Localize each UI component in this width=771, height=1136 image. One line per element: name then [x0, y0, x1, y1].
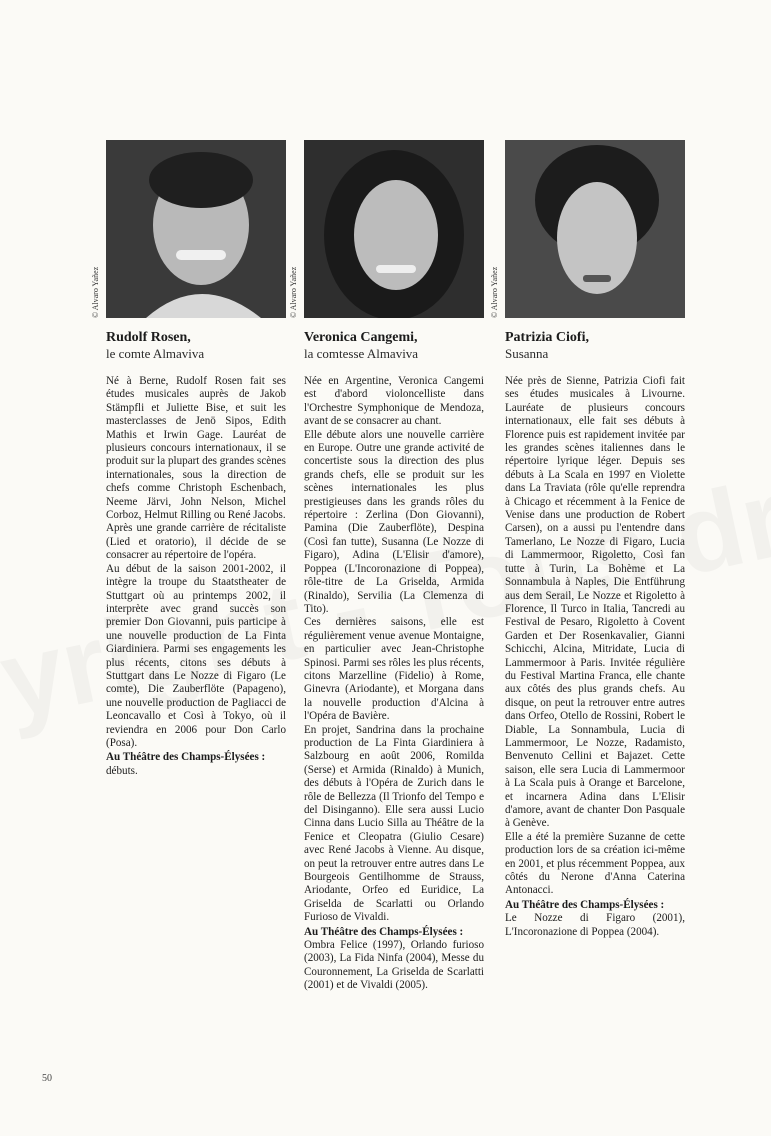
bio-paragraph: En projet, Sandrina dans la prochaine production de La Finta Giardiniera à Salzbourg en août 2006, Romilda (Serse) et Armida (Rinaldo) à Munich, des débuts à l'Opéra de Zurich dans le rôle de Bellezza (Il Trionfo del Tempo e del Disinganno). Elle sera aussi Lucio Cinna dans Lucio Silla au Théâtre de la Fenice et Cleopatra (Giulio Cesare) avec René Jacobs à Vienne. Au disque, on peut la retrouver entre autres dans Le Bourgeois Gentilhomme de Strauss, Ariodante, Orfeo ed Euridice, La Griselda de Scarlatti ou Orlando Furioso de Vivaldi.: [304, 723, 484, 924]
theatre-heading: Au Théâtre des Champs-Élysées :: [106, 751, 266, 764]
artist-role: le comte Almaviva: [106, 346, 205, 361]
portrait-photo-ciofi: [505, 140, 685, 318]
artist-role: la comtesse Almaviva: [304, 346, 419, 361]
bio-paragraph: Après une grande carrière de récitaliste (Lied et oratorio), il décide de se consacrer au répertoire de l'opéra.: [106, 522, 286, 562]
photo-credit: © Alvaro Yañez: [91, 266, 100, 318]
portrait-photo-rosen: [106, 140, 286, 318]
theatre-performances: Ombra Felice (1997), Orlando furioso (2003), La Fida Ninfa (2004), Messe du Couronnement, La Griselda de Scarlatti (2001) et de Vivaldi (2005).: [304, 939, 484, 992]
theatre-performances: Le Nozze di Figaro (2001), L'Incoronazione di Poppea (2004).: [505, 912, 685, 938]
artist-role: Susanna: [505, 346, 549, 361]
bio-paragraph: Née près de Sienne, Patrizia Ciofi fait ses études musicales à Livourne. Lauréate de plusieurs concours internationaux, elle fait ses débuts à Florence puis est rapidement invitée par les grandes scènes italiennes dans le répertoire lyrique léger. Depuis ses débuts à La Scala en 1997 en Violette dans La Traviata (rôle qu'elle reprendra à Chicago et récemment à la Fenice de Venise dans une production de Robert Carsen), on a aussi pu l'entendre dans Tamerlano, Le Nozze di Figaro, Lucia di Lammermoor, Rigoletto, Così fan tutte à Turin, La Bohème et La Sonnambula à Naples, Die Entführung aus dem Serail, Le Nozze et Rigoletto à Florence, Il Turco in Italia, Tancredi au Festival de Pesaro, Rigoletto à Covent Garden et Der Rosenkavalier, Gianni Schicchi, Alcina, Mitridate, Lucia di Lammermoor à Paris. Invitée régulière du Festival Martina Franca, elle chante aux côtés des plus grands chefs. Au disque, on peut la retrouver entre autres dans Orfeo, Otello de Rossini, Robert le Diable, La Sonnambula, Lucia di Lammermoor, Le Nozze, Radamisto, Benvenuto Cellini et Bajazet. Cette saison, elle sera Lucia di Lammermoor à La Scala puis à Orange et Barcelone, et incarnera Adina dans L'Elisir d'amore, avant de chanter Don Pasquale à Genève.: [505, 375, 685, 830]
artist-column-rosen: [91, 140, 286, 778]
artist-name: Rudolf Rosen,: [106, 330, 191, 345]
bio-paragraph: Au début de la saison 2001-2002, il intègre la troupe du Staatstheater de Stuttgart où au printemps 2002, il interprète avec grand succès son premier Don Giovanni, puis participe à une nouvelle production de La Finta Giardiniera. Parmi ses engagements les plus récents, citons ses débuts à Stuttgart dans Le Nozze di Figaro (Le comte), Die Zauberflöte (Papageno), une nouvelle production de Pagliacci de Leoncavallo et Così à Tokyo, où il reviendra en 2006 pour Don Carlo (Posa).: [106, 562, 286, 749]
artist-bio: [505, 375, 685, 898]
theatre-performances: débuts.: [106, 764, 138, 777]
bio-paragraph: Elle débute alors une nouvelle carrière en Europe. Outre une grande activité de concertiste sous la direction des plus grands chefs, elle se produit sur les scènes internationales les plus prestigieuses dans les grands rôles du répertoire : Zerlina (Don Giovanni), Pamina (Die Zauberflöte), Despina (Così fan tutte), Susanna (Le Nozze di Figaro), Adina (L'Elisir d'amore), Poppea (L'Incoronazione di Poppea), rôle-titre de La Griselda, Armida (Rinaldo), Servilia (La Clemenza di Tito).: [304, 428, 484, 615]
bio-paragraph: Née en Argentine, Veronica Cangemi est d'abord violoncelliste dans l'Orchestre Symphonique de Mendoza, avant de se consacrer au chant.: [304, 375, 484, 428]
artist-column-cangemi: [289, 140, 484, 993]
artist-name: Patrizia Ciofi,: [505, 330, 589, 345]
theatre-heading: Au Théâtre des Champs-Élysées :: [505, 898, 665, 911]
bio-paragraph: Ces dernières saisons, elle est régulièrement venue avenue Montaigne, en particulier avec Jean-Christophe Spinosi. Parmi ses rôles les plus récents, citons Marzelline (Fidelio) à Rome, Ginevra (Ariodante), et Morgana dans la nouvelle production d'Alcina à l'Opéra de Bavière.: [304, 616, 484, 723]
artist-bio: [106, 375, 286, 750]
artist-column-ciofi: [490, 140, 685, 939]
page-number: 50: [42, 1073, 52, 1084]
photo-credit: © Alvaro Yañez: [289, 266, 298, 318]
bio-paragraph: Elle a été la première Suzanne de cette production lors de sa création ici-même en 2001, et plus récemment Poppea, aux côtés du Nerone d'Anna Caterina Antonacci.: [505, 830, 685, 897]
artist-name: Veronica Cangemi,: [304, 330, 418, 345]
bio-paragraph: Né à Berne, Rudolf Rosen fait ses études musicales auprès de Jakob Stämpfli et Juliette Bise, et suit les masterclasses de Jenö Sipos, Edith Mathis et Irwin Gage. Lauréat de plusieurs concours internationaux, il se produit sur la plupart des grandes scènes internationales, sous la direction de chefs comme Christoph Eschenbach, Neeme Järvi, John Nelson, Michel Corboz, Helmut Rilling ou René Jacobs.: [106, 375, 286, 522]
portrait-photo-cangemi: [304, 140, 484, 318]
artist-bio: [304, 375, 484, 925]
photo-credit: © Alvaro Yañez: [490, 266, 499, 318]
theatre-heading: Au Théâtre des Champs-Élysées :: [304, 925, 464, 938]
